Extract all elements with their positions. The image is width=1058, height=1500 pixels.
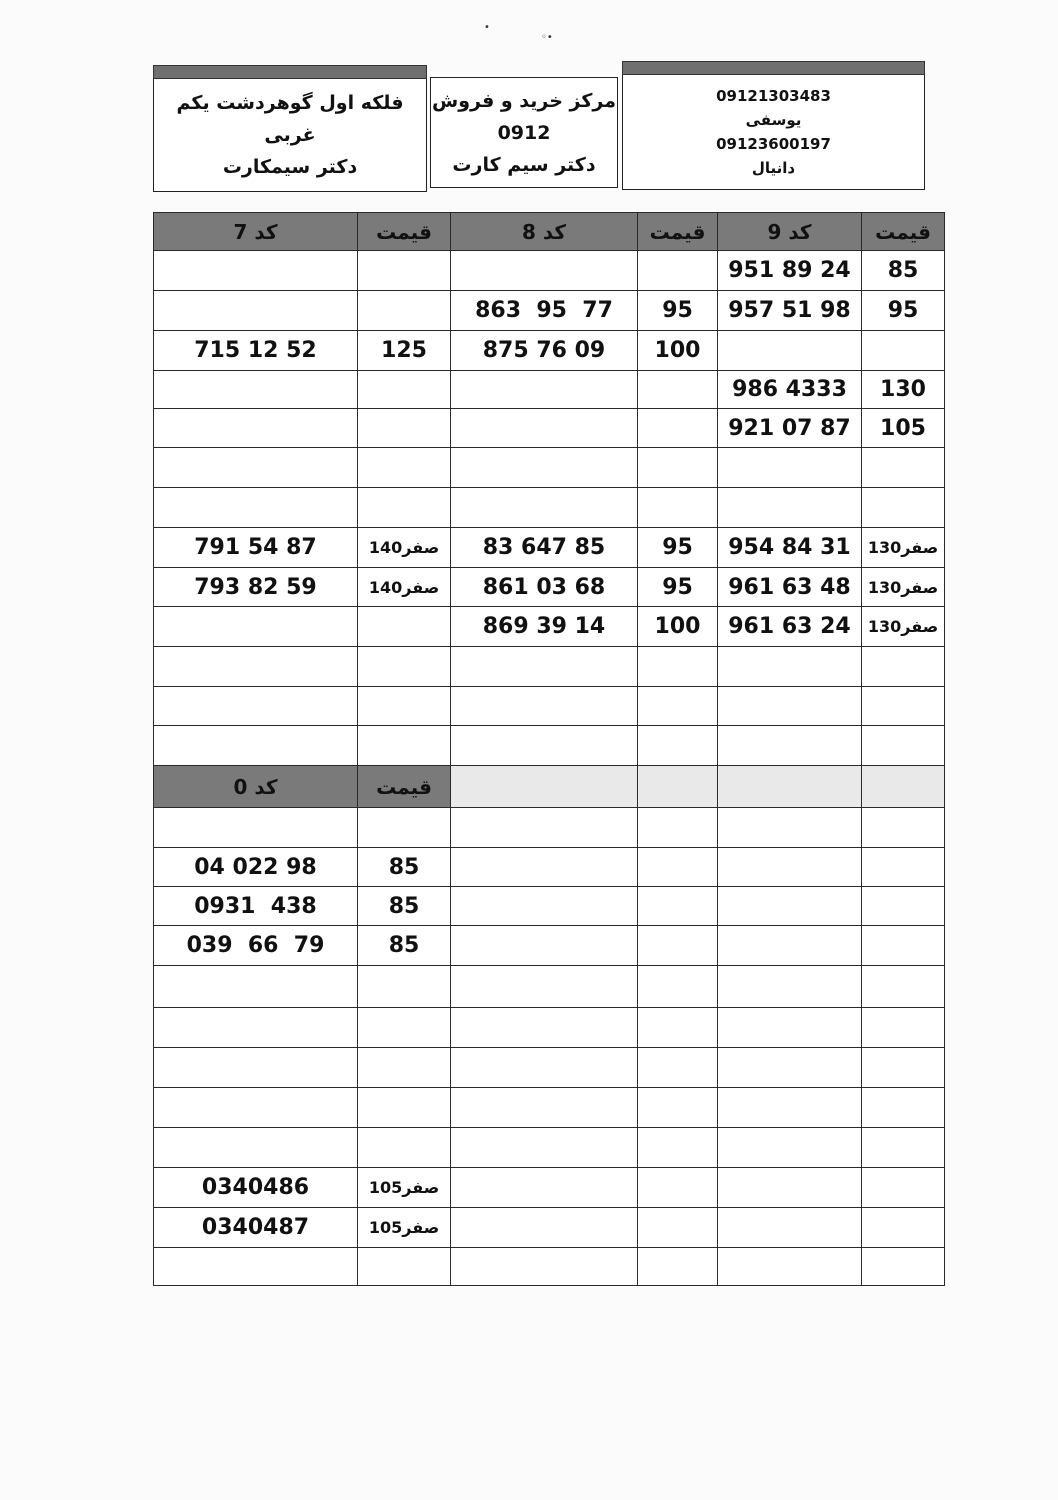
- cell-price7: [357, 250, 451, 291]
- cell-code7: [153, 606, 358, 647]
- cell-code7: [153, 487, 358, 528]
- blank-cell: [450, 1207, 638, 1248]
- cell-code0: 04 022 98: [153, 847, 358, 887]
- cell-code0: 0340487: [153, 1207, 358, 1248]
- cell-price0: [357, 1047, 451, 1088]
- cell-price8: [637, 370, 718, 409]
- cell-code9: 986 4333: [717, 370, 862, 409]
- contact-name-1: یوسفی: [745, 110, 802, 129]
- cell-price0: 85: [357, 847, 451, 887]
- blank-cell: [861, 1047, 945, 1088]
- cell-price7: [357, 408, 451, 448]
- cell-price7: [357, 646, 451, 687]
- blank-cell: [637, 765, 718, 808]
- blank-cell: [637, 1047, 718, 1088]
- blank-cell: [717, 1247, 862, 1286]
- blank-cell: [717, 1007, 862, 1048]
- blank-cell: [450, 847, 638, 887]
- cell-code0: [153, 1127, 358, 1168]
- cell-price9: 130صفر: [861, 527, 945, 568]
- blank-cell: [450, 807, 638, 848]
- contact-name-2: دانیال: [751, 158, 796, 177]
- blank-cell: [637, 847, 718, 887]
- cell-price8: 100: [637, 606, 718, 647]
- cell-code8: [450, 250, 638, 291]
- cell-price0: [357, 1127, 451, 1168]
- cell-price9: 130: [861, 370, 945, 409]
- blank-cell: [717, 807, 862, 848]
- blank-cell: [717, 1207, 862, 1248]
- cell-code9: 951 89 24: [717, 250, 862, 291]
- cell-code0: [153, 1047, 358, 1088]
- header-code8: کد 8: [450, 212, 638, 251]
- cell-price7: [357, 290, 451, 331]
- cell-code8: [450, 487, 638, 528]
- cell-code8: 861 03 68: [450, 567, 638, 607]
- blank-cell: [637, 886, 718, 926]
- cell-code9: 921 07 87: [717, 408, 862, 448]
- cell-code8: [450, 646, 638, 687]
- blank-cell: [450, 1007, 638, 1048]
- cell-price8: [637, 408, 718, 448]
- blank-cell: [450, 765, 638, 808]
- cell-price0: [357, 1247, 451, 1286]
- cell-price0: 105صفر: [357, 1207, 451, 1248]
- blank-cell: [717, 925, 862, 966]
- cell-code7: 715 12 52: [153, 330, 358, 371]
- cell-price7: [357, 447, 451, 488]
- cell-price8: 100: [637, 330, 718, 371]
- cell-price7: 140صفر: [357, 567, 451, 607]
- cell-code8: [450, 370, 638, 409]
- blank-cell: [861, 807, 945, 848]
- cell-code0: [153, 965, 358, 1008]
- cell-price9: [861, 725, 945, 766]
- cell-price0: 85: [357, 925, 451, 966]
- header-code9: کد 9: [717, 212, 862, 251]
- cell-code9: [717, 646, 862, 687]
- cell-code0: 039 66 79: [153, 925, 358, 966]
- blank-cell: [637, 1087, 718, 1128]
- cell-code7: [153, 725, 358, 766]
- cell-price8: [637, 646, 718, 687]
- cell-price7: [357, 487, 451, 528]
- contact-phone-1: 09121303483: [716, 86, 831, 105]
- cell-price9: [861, 686, 945, 726]
- cell-price8: [637, 250, 718, 291]
- cell-code7: [153, 646, 358, 687]
- cell-code7: 791 54 87: [153, 527, 358, 568]
- blank-cell: [637, 925, 718, 966]
- blank-cell: [450, 1247, 638, 1286]
- blank-cell: [717, 886, 862, 926]
- header-price0: قیمت: [357, 765, 451, 808]
- cell-code9: 961 63 48: [717, 567, 862, 607]
- blank-cell: [450, 1087, 638, 1128]
- cell-code7: [153, 408, 358, 448]
- cell-price7: [357, 686, 451, 726]
- cell-price9: [861, 646, 945, 687]
- cell-price0: [357, 965, 451, 1008]
- header-code7: کد 7: [153, 212, 358, 251]
- cell-code7: [153, 447, 358, 488]
- cell-code7: [153, 686, 358, 726]
- cell-code0: 0340486: [153, 1167, 358, 1208]
- cell-price9: 105: [861, 408, 945, 448]
- blank-cell: [450, 1167, 638, 1208]
- cell-price7: [357, 370, 451, 409]
- blank-cell: [861, 1087, 945, 1128]
- cell-code8: 875 76 09: [450, 330, 638, 371]
- address-line-1: فلکه اول گوهردشت یکم: [176, 91, 404, 114]
- blank-cell: [637, 1247, 718, 1286]
- cell-code9: [717, 487, 862, 528]
- cell-price0: 105صفر: [357, 1167, 451, 1208]
- blank-cell: [717, 1047, 862, 1088]
- blank-cell: [637, 807, 718, 848]
- blank-cell: [717, 1167, 862, 1208]
- blank-cell: [861, 765, 945, 808]
- cell-price8: 95: [637, 290, 718, 331]
- blank-cell: [637, 1207, 718, 1248]
- contact-phone-2: 09123600197: [716, 134, 831, 153]
- cell-code9: 957 51 98: [717, 290, 862, 331]
- blank-cell: [861, 1007, 945, 1048]
- cell-price8: 95: [637, 527, 718, 568]
- blank-cell: [717, 1087, 862, 1128]
- cell-code9: [717, 686, 862, 726]
- cell-price7: 125: [357, 330, 451, 371]
- cell-price9: [861, 487, 945, 528]
- blank-cell: [637, 1167, 718, 1208]
- blank-cell: [861, 1127, 945, 1168]
- cell-code8: [450, 408, 638, 448]
- cell-code0: [153, 807, 358, 848]
- blank-cell: [861, 847, 945, 887]
- blank-cell: [450, 965, 638, 1008]
- cell-price9: 95: [861, 290, 945, 331]
- cell-code7: [153, 370, 358, 409]
- shop-prefix: 0912: [497, 121, 551, 144]
- blank-cell: [861, 1167, 945, 1208]
- cell-price8: 95: [637, 567, 718, 607]
- blank-cell: [637, 1127, 718, 1168]
- blank-cell: [450, 1047, 638, 1088]
- cell-price0: 85: [357, 886, 451, 926]
- blank-cell: [861, 925, 945, 966]
- cell-price9: 130صفر: [861, 606, 945, 647]
- blank-cell: [717, 847, 862, 887]
- blank-cell: [450, 925, 638, 966]
- cell-price0: [357, 1087, 451, 1128]
- blank-cell: [861, 1247, 945, 1286]
- blank-cell: [637, 1007, 718, 1048]
- cell-price9: 85: [861, 250, 945, 291]
- cell-code9: [717, 447, 862, 488]
- header-code0: کد 0: [153, 765, 358, 808]
- blank-cell: [717, 965, 862, 1008]
- cell-price0: [357, 807, 451, 848]
- cell-price9: [861, 447, 945, 488]
- cell-price9: [861, 330, 945, 371]
- shop-name: دکتر سیمکارت: [222, 155, 358, 178]
- cell-code9: [717, 330, 862, 371]
- header-price9: قیمت: [861, 212, 945, 251]
- cell-code9: 961 63 24: [717, 606, 862, 647]
- cell-code8: [450, 447, 638, 488]
- address-line-2: غربی: [264, 123, 316, 146]
- blank-cell: [717, 1127, 862, 1168]
- cell-code0: [153, 1247, 358, 1286]
- cell-price8: [637, 725, 718, 766]
- blank-cell: [450, 1127, 638, 1168]
- cell-price8: [637, 686, 718, 726]
- cell-price0: [357, 1007, 451, 1048]
- cell-price7: 140صفر: [357, 527, 451, 568]
- blank-cell: [861, 1207, 945, 1248]
- cell-price9: 130صفر: [861, 567, 945, 607]
- blank-cell: [717, 765, 862, 808]
- cell-code7: [153, 290, 358, 331]
- blank-cell: [450, 886, 638, 926]
- cell-code9: 954 84 31: [717, 527, 862, 568]
- cell-code0: [153, 1007, 358, 1048]
- cell-code8: 83 647 85: [450, 527, 638, 568]
- header-price8: قیمت: [637, 212, 718, 251]
- cell-code7: [153, 250, 358, 291]
- cell-code8: [450, 686, 638, 726]
- cell-price8: [637, 447, 718, 488]
- cell-code0: 0931 438: [153, 886, 358, 926]
- cell-code7: 793 82 59: [153, 567, 358, 607]
- cell-code0: [153, 1087, 358, 1128]
- cell-code8: 869 39 14: [450, 606, 638, 647]
- cell-price7: [357, 725, 451, 766]
- blank-cell: [637, 965, 718, 1008]
- cell-code9: [717, 725, 862, 766]
- header-price7: قیمت: [357, 212, 451, 251]
- blank-cell: [861, 965, 945, 1008]
- shop-title-line-3: دکتر سیم کارت: [452, 153, 596, 176]
- cell-code8: [450, 725, 638, 766]
- blank-cell: [861, 886, 945, 926]
- cell-price7: [357, 606, 451, 647]
- cell-code8: 863 95 77: [450, 290, 638, 331]
- cell-price8: [637, 487, 718, 528]
- shop-title-line-1: مرکز خرید و فروش: [431, 89, 617, 112]
